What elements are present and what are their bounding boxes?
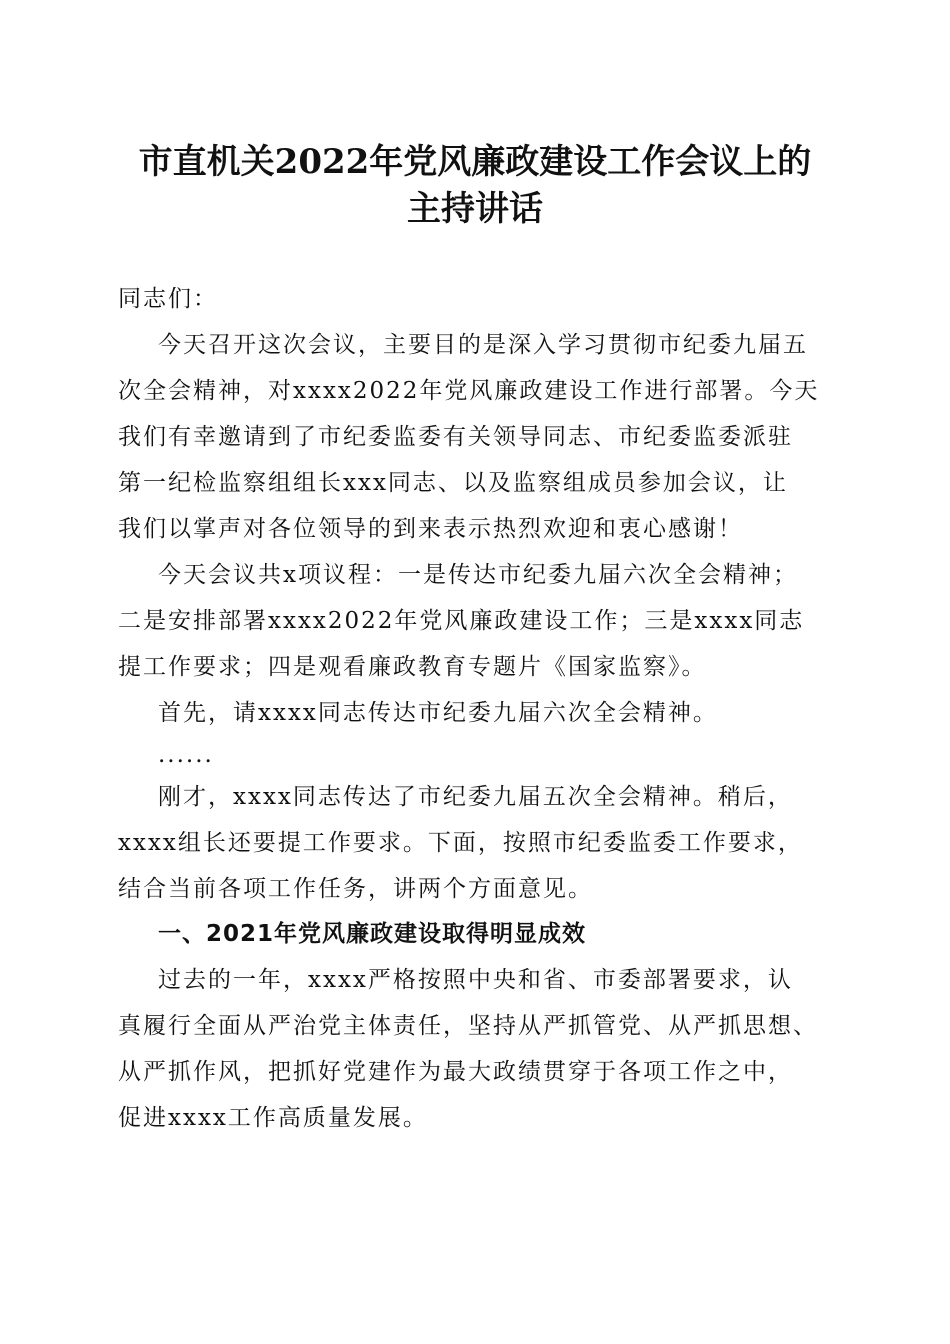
salutation: 同志们： — [118, 286, 218, 312]
paragraph-5-line: 过去的一年，xxxx严格按照中央和省、市委部署要求，认 — [158, 967, 793, 993]
document-title-line-1: 市直机关2022年党风廉政建设工作会议上的 — [138, 142, 812, 182]
paragraph-4-line: 结合当前各项工作任务，讲两个方面意见。 — [118, 876, 593, 902]
paragraph-2-line: 提工作要求；四是观看廉政教育专题片《国家监察》。 — [118, 654, 707, 680]
paragraph-1-line: 我们有幸邀请到了市纪委监委有关领导同志、市纪委监委派驻 — [118, 424, 793, 450]
paragraph-4-line: xxxx组长还要提工作要求。下面，按照市纪委监委工作要求， — [118, 830, 803, 856]
document-title-line-2: 主持讲话 — [407, 189, 543, 229]
paragraph-2-line: 今天会议共x项议程：一是传达市纪委九届六次全会精神； — [158, 562, 798, 588]
paragraph-5-line: 真履行全面从严治党主体责任，坚持从严抓管党、从严抓思想、 — [118, 1013, 818, 1039]
paragraph-1-line: 次全会精神，对xxxx2022年党风廉政建设工作进行部署。今天 — [118, 378, 820, 404]
paragraph-1-line: 我们以掌声对各位领导的到来表示热烈欢迎和衷心感谢！ — [118, 516, 743, 542]
paragraph-3: 首先，请xxxx同志传达市纪委九届六次全会精神。 — [158, 700, 718, 726]
paragraph-2-line: 二是安排部署xxxx2022年党风廉政建设工作；三是xxxx同志 — [118, 608, 805, 634]
paragraph-1-line: 今天召开这次会议，主要目的是深入学习贯彻市纪委九届五 — [158, 332, 808, 358]
paragraph-4-line: 刚才，xxxx同志传达了市纪委九届五次全会精神。稍后， — [158, 784, 793, 810]
paragraph-5-line: 从严抓作风，把抓好党建作为最大政绩贯穿于各项工作之中， — [118, 1059, 793, 1085]
ellipsis: ...... — [158, 742, 214, 768]
paragraph-5-line: 促进xxxx工作高质量发展。 — [118, 1105, 428, 1131]
section-1-heading: 一、2021年党风廉政建设取得明显成效 — [158, 921, 587, 947]
paragraph-1-line: 第一纪检监察组组长xxx同志、以及监察组成员参加会议，让 — [118, 470, 788, 496]
